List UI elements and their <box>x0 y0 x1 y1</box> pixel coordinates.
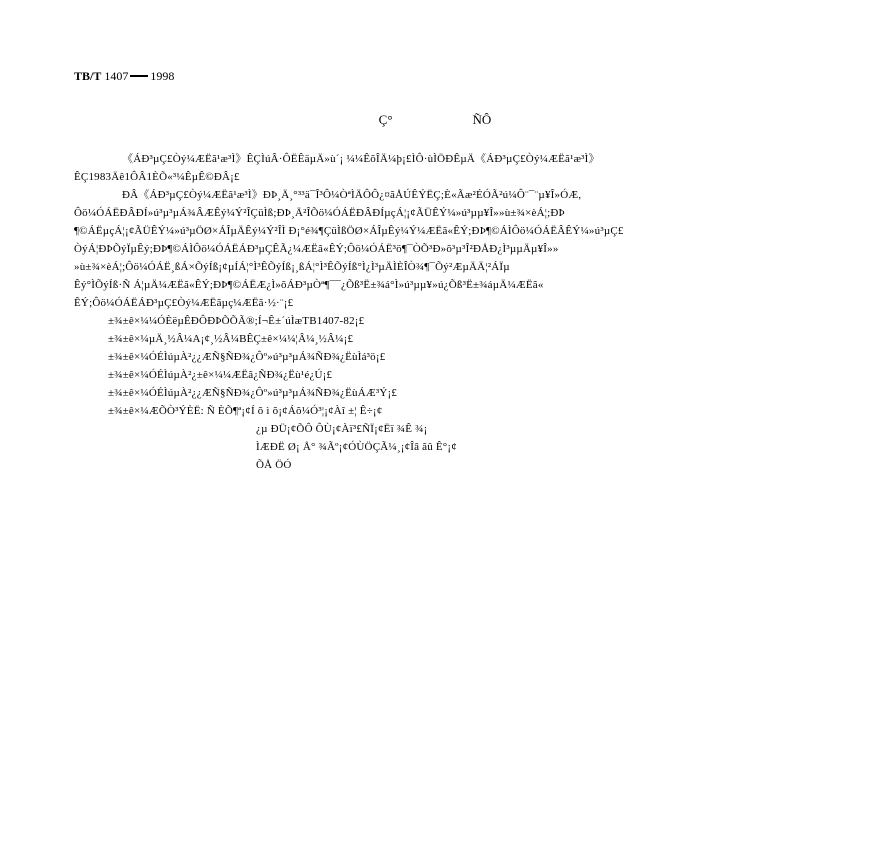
title-right: ÑÔ <box>472 112 492 127</box>
document-body <box>74 150 800 474</box>
list-item: ±¾±ê×¼¼ÓÈëµÊÐÔÐÞÕÕÃ®;Í¬Ê±´úÌæTB1407-82¡£ <box>108 315 365 327</box>
section-title <box>0 112 870 128</box>
text-line: Êý°ÌÕýÍß·Ñ Á¦µÄ¼ÆËã«ÊÝ;ÐÞ¶©ÁËÆ¿Ì»õÁÐ³µÒª¶¯¯¿Õß³Ë±¾á°Ì»ú³µµ¥»ú¿Õß³Ë±¾áµÄ¼ÆËã« <box>74 279 544 291</box>
text-line: 《ÁÐ³µÇ£Òý¼ÆËã¹æ³Ì》ÊÇÌúÂ·ÔËÊäµÄ»ù´¡ ¼¼ÊõÎÄ¼þ¡£ÌÔ·ùÌÖÐÊµÄ《ÁÐ³µÇ£Òý¼ÆËã¹æ³Ì》 <box>122 153 600 165</box>
drafters-continuation: ÌÆÐË Ø¡ Å° ¾Ãº¡¢ÓÙÖÇÃ¼¸¡¢Îâ ãû Ê°¡¢ <box>256 441 457 453</box>
standard-code: TB/T <box>74 69 102 83</box>
drafters-continuation: ¿µ ÐÜ¡¢ÕÔ ÔÙ¡¢Àï³£ÑÏ¡¢Ëï ¾Ê ¾¡ <box>256 423 428 435</box>
page-header <box>74 69 174 84</box>
list-item: ±¾±ê×¼ÆÕÒ³ÝÈË: Ñ ÈÕ¶ª¡¢Í õ ì õ¡¢Áõ¼Ó³¦¡¢Àî ±¦ Ê÷¡¢ <box>108 405 383 417</box>
drafters-continuation: ÕÅ ÖÓ <box>256 459 292 471</box>
text-line: ÊÝ;Ôö¼ÓÁËÁÐ³µÇ£Òý¼ÆËãµç¼ÆËã·½·¨¡£ <box>74 297 294 309</box>
paragraph-2 <box>74 186 800 312</box>
text-line: »ù±¾×èÁ¦;Ôö¼ÓÁË¸ßÁ×ÕýÍß¡¢µÍÁ¦°Ì³ÊÕýÍß¡¸ßÁ¦°Ì³ÊÕýÍß°Ì¿Ì³µÄÌÈÎÒ¾¶¯Õý²ÆµÄÄ¦²ÁÏµ <box>74 261 510 273</box>
list-item: ±¾±ê×¼ÓÉÌúµÀ²¿¿ÆÑ§ÑÐ¾¿Ôº»ú³µ³µÁ¾ÑÐ¾¿ËùÌá³ö¡£ <box>108 351 386 363</box>
statement-list <box>74 312 800 474</box>
header-dash <box>130 75 148 77</box>
text-line: ÐÂ《ÁÐ³µÇ£Òý¼ÆËã¹æ³Ì》ÐÞ¸Ä¸°³³ä¯Î³Ô¼ÒªÌÄÔÔ¿¤ãÅÚÊÝËÇ;È«Ãæ²ÉÓÃ²ú¼Ô¨¯¨µ¥Î»ÓÆ, <box>122 189 582 201</box>
text-line: Ôö¼ÓÁËÐÂÐÍ»ú³µ³µÁ¾ÂÆÊý¼Ý²ÎÇüÌß;ÐÞ¸Ä²ÎÕö¼ÓÁËÐÂÐÍµçÁ¦¡¢ÃÜÊÝ¼»ú³µµ¥Î»»ù±¾×èÁ¦;ÐÞ <box>74 207 565 219</box>
list-item: ±¾±ê×¼ÓÉÌúµÀ²¿¿ÆÑ§ÑÐ¾¿Ôº»ú³µ³µÁ¾ÑÐ¾¿ËùÁÆ³Ý¡£ <box>108 387 398 399</box>
text-line: ÊÇ1983Äê1ÔÂ1ÈÕ«³¼ÊµÊ©ÐÂ¡£ <box>74 171 240 183</box>
title-left: Ç° <box>378 112 393 127</box>
text-line: ÒýÁ¦ÐÞÕýÏµÊý;ÐÞ¶©ÁÌÔö¼ÓÁËÁÐ³µÇÊÃ¿¼ÆËã«ÊÝ;Ôö¼ÓÁË³ö¶¯ÒÕ³Ð»õ³µ³Î²ÐÅÐ¿Ì³µµÄµ¥Î»» <box>74 243 559 255</box>
standard-year: 1998 <box>150 69 175 83</box>
paragraph-1 <box>74 150 800 186</box>
text-line: ¶©ÁËµçÁ¦¡¢ÃÜÊÝ¼»ú³µÖØ×ÁÎµÄÊý¼Ý²ÎÌ Ð¡°é¾¶ÇüÌßÖØ×ÁÎµÊý¼Ý¼ÆËã«ÊÝ;ÐÞ¶©ÁÌÔö¼ÓÁËÂÊÝ¼»ú³µÇ£ <box>74 225 624 237</box>
list-item: ±¾±ê×¼ÓÉÌúµÀ²¿±ê×¼¼ÆËã¿ÑÐ¾¿Ëù¹é¿Ú¡£ <box>108 369 333 381</box>
standard-number: 1407 <box>104 69 129 83</box>
list-item: ±¾±ê×¼µÄ¸½Â¼A¡¢¸½Â¼BÊÇ±ê×¼¼¦Â¼¸½Â¼¡£ <box>108 333 354 345</box>
